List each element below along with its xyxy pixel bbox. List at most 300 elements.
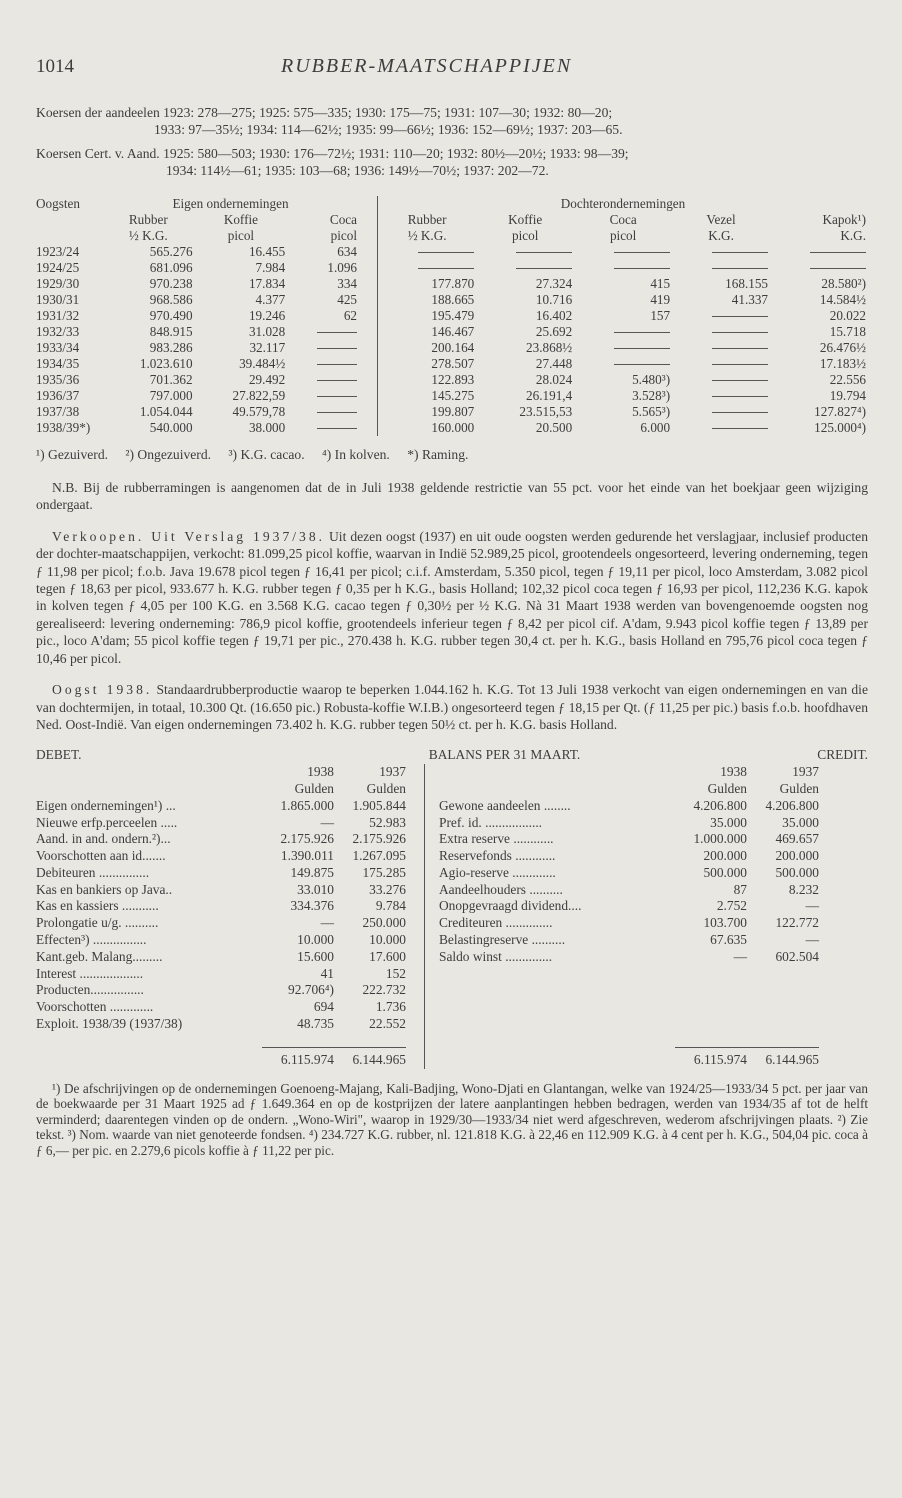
column-label: Rubber [407, 211, 447, 227]
value-cell: 19.246 [248, 307, 286, 323]
spacer [819, 999, 868, 1016]
debet-1938: 2.175.926 [280, 831, 334, 847]
debet-item: Kas en bankiers op Java.. [36, 881, 173, 897]
debet-1937: 222.732 [362, 982, 406, 998]
balance-row [36, 966, 868, 983]
production-row [36, 276, 868, 292]
credit-item: Saldo winst .............. [439, 948, 553, 964]
dash-rule [712, 412, 768, 413]
note: ³) K.G. cacao. [228, 446, 305, 462]
spacer [819, 865, 868, 882]
empty-dash [672, 308, 770, 324]
balance-years-row [36, 764, 868, 781]
year-cell: 1932/33 [36, 323, 80, 339]
year-cell: 1929/30 [36, 275, 80, 291]
total-value: 6.144.965 [334, 1047, 406, 1068]
balance-sheet [36, 747, 868, 1068]
balance-row [36, 982, 868, 999]
koersen-line: 1933: 97—35½; 1934: 114—62½; 1935: 99—66½; 1936: 152—69½; 1937: 203—65. [154, 122, 623, 138]
debet-1937: 22.552 [369, 1016, 406, 1032]
value-cell: 188.665 [431, 291, 475, 307]
note: *) Raming. [407, 446, 469, 462]
debet-1938: 15.600 [297, 948, 334, 964]
credit-1937 [747, 966, 819, 983]
value-cell: 145.275 [431, 387, 475, 403]
total-value: 6.115.974 [262, 1047, 334, 1068]
credit-item: Belastingreserve .......... [439, 932, 566, 948]
year-cell: 1930/31 [36, 291, 80, 307]
value-cell: 20.022 [829, 307, 866, 323]
production-row [36, 356, 868, 372]
unit-label: picol [609, 227, 637, 243]
value-cell: 10.716 [535, 291, 573, 307]
debet-item: Debiteuren ............... [36, 864, 150, 880]
value-cell: 25.692 [535, 323, 573, 339]
production-group-header [36, 196, 868, 212]
empty-dash [672, 388, 770, 404]
debet-1937: 1.905.844 [352, 797, 406, 813]
dash-rule [712, 348, 768, 349]
credit-1937 [747, 982, 819, 999]
production-table [36, 196, 868, 436]
balance-row [36, 815, 868, 832]
verkoopen-text: Uit dezen oogst (1937) en uit oude oogsten werden gedurende het verslagjaar, inclusief producten der dochter-maatschappijen, verkocht: 81.099,25 picol koffie, waarvan in Indië 52.989,25 picol, grootendeels ongesorteerd, levering onderneming, tegen ƒ 11,98 per picol; f.o.b. Java 19.678 picol tegen ƒ 16,41 per picol; c.i.f. Amsterdam, 5.350 picol, tegen ƒ 19,11 per picol, loco Amsterdam, 3.082 picol tegen ƒ 18,63 per picol, 933.677 h. K.G. rubber tegen ƒ 0,35 per h K.G., basis Holland; 102,32 picol coca tegen ƒ 16,93 per picol, 112,236 K.G. kapok in kolven tegen ƒ 4,05 per 100 K.G. en 3.568 K.G. cacao tegen ƒ 0,30½ per ½ K.G. Nà 31 Maart 1938 werden van bovengenoemde oogsten nog gerealiseerd: levering onderneming: 786,9 picol koffie, grootendeels inferieur tegen ƒ 8,42 per picol cif. A'dam, 9.943 picol koffie tegen ƒ 13,89 per pic., loco A'dam; 55 picol koffie tegen ƒ 19,71 per pic., 270.438 h. K.G. rubber tegen 30,4 ct. per h. K.G., basis Holland en 795,76 picol coca tegen ƒ 10,46 per picol. [36, 528, 868, 666]
credit-1937: 469.657 [775, 831, 819, 847]
value-cell: 701.362 [149, 371, 193, 387]
spacer [819, 982, 868, 999]
spacer [819, 898, 868, 915]
debet-item: Voorschotten aan id....... [36, 848, 166, 864]
production-unit-header [36, 228, 868, 244]
year-label: 1937 [379, 764, 406, 780]
value-cell: 17.834 [248, 275, 286, 291]
dash-rule [712, 364, 768, 365]
unit-label: picol [512, 227, 539, 243]
column-label: Vezel [706, 211, 736, 227]
value-cell: 32.117 [249, 339, 286, 355]
column-label: Kapok¹) [822, 211, 866, 227]
debet-item: Eigen ondernemingen¹) ... [36, 797, 176, 813]
empty-dash [672, 356, 770, 372]
credit-1937: 200.000 [775, 848, 819, 864]
credit-1938 [675, 966, 747, 983]
credit-1938 [675, 1016, 747, 1033]
column-divider [406, 798, 425, 815]
debet-1938: — [320, 915, 334, 931]
production-row [36, 388, 868, 404]
empty-dash [287, 388, 359, 404]
debet-item: Effecten³) ................ [36, 932, 147, 948]
footnote: ¹) De afschrijvingen op de ondernemingen Goenoeng-Majang, Kali-Badjing, Wono-Djati en Glantangan, welke van 1924/25—1933/34 5 pct. per jaar van de boekwaarde per 31 Maart 1925 ad ƒ 1.649.364 en op de kostprijzen der latere aanplantingen hebben bedragen, werden van 1934/35 af tot de helft verminderd; daarentegen vinden op de ondern. „Wono-Wiri", waarop in 1929/30—1933/34 niet werd afgeschreven, wederom afschrijvingen plaats. ²) Zie tekst. ³) Nom. waarde van niet genoteerde fondsen. ⁴) 234.727 K.G. rubber, nl. 121.818 K.G. à 22,46 en 112.909 K.G. à 4 cent per h. K.G., 504,04 pic. coca à ƒ 6,— per pic. en 2.279,6 picols koffie à ƒ 11,22 per pic. [36, 1080, 868, 1159]
column-divider [359, 196, 378, 212]
dash-rule [810, 252, 866, 253]
debet-1937: 175.285 [362, 864, 406, 880]
balance-unit-row [36, 781, 868, 798]
production-row [36, 404, 868, 420]
debet-item: Interest ................... [36, 965, 144, 981]
value-cell: 177.870 [431, 275, 475, 291]
koersen-aandeelen [36, 104, 868, 139]
empty-dash [672, 324, 770, 340]
value-cell: 634 [337, 243, 358, 259]
balance-title-row [36, 747, 868, 764]
verkoopen-heading: Verkoopen. Uit Verslag 1937/38. [52, 528, 326, 544]
debet-1938: 48.735 [297, 1016, 334, 1032]
value-cell: 125.000⁴) [814, 419, 866, 435]
dash-rule [614, 364, 670, 365]
value-cell: 19.794 [829, 387, 866, 403]
production-row [36, 372, 868, 388]
dash-rule [712, 396, 768, 397]
debet-1938: 10.000 [297, 932, 334, 948]
koersen-line: 1934: 114½—61; 1935: 103—68; 1936: 149½—70½; 1937: 202—72. [166, 163, 549, 179]
value-cell: 540.000 [149, 419, 193, 435]
production-row [36, 260, 868, 276]
credit-1937: — [805, 898, 819, 914]
empty-dash [378, 244, 477, 260]
value-cell: 4.377 [255, 291, 286, 307]
dash-rule [516, 268, 572, 269]
total-value: 6.115.974 [675, 1047, 747, 1068]
debet-item: Voorschotten ............. [36, 999, 154, 1015]
credit-item [425, 966, 676, 983]
dash-rule [317, 380, 357, 381]
spacer [819, 915, 868, 932]
debet-1937: 33.276 [369, 881, 406, 897]
credit-1938: 67.635 [710, 932, 747, 948]
credit-item: Gewone aandeelen ........ [439, 797, 571, 813]
dash-rule [418, 268, 474, 269]
column-divider [406, 865, 425, 882]
debet-item: Kas en kassiers ........... [36, 898, 159, 914]
value-cell: 5.565³) [632, 403, 671, 419]
unit-label: Gulden [779, 780, 819, 796]
credit-1937: 500.000 [775, 864, 819, 880]
production-notes [36, 446, 868, 463]
unit-label: picol [330, 227, 358, 243]
dash-rule [712, 380, 768, 381]
value-cell: 6.000 [640, 419, 671, 435]
credit-item [425, 982, 676, 999]
debet-1937: 1.736 [375, 999, 406, 1015]
debet-1937: 9.784 [375, 898, 406, 914]
credit-1938: 87 [733, 881, 747, 897]
note: ¹) Gezuiverd. [36, 446, 109, 462]
value-cell: 38.000 [248, 419, 286, 435]
credit-1937: 35.000 [782, 814, 819, 830]
year-header: Oogsten [36, 195, 80, 211]
value-cell: 15.718 [829, 323, 866, 339]
debet-item: Exploit. 1938/39 (1937/38) [36, 1016, 183, 1032]
page-number: 1014 [36, 56, 74, 77]
value-cell: 1.054.044 [139, 403, 193, 419]
unit-label: K.G. [840, 227, 866, 243]
balance-title: BALANS PER 31 MAART. [428, 747, 581, 763]
dash-rule [317, 396, 357, 397]
value-cell: 23.868½ [526, 339, 573, 355]
credit-1938: 200.000 [703, 848, 747, 864]
value-cell: 968.586 [149, 291, 193, 307]
balance-row [36, 999, 868, 1016]
debet-item: Kant.geb. Malang......... [36, 948, 163, 964]
year-cell: 1934/35 [36, 355, 80, 371]
dash-rule [712, 316, 768, 317]
debet-1938: 694 [313, 999, 334, 1015]
credit-1937 [747, 999, 819, 1016]
credit-item: Onopgevraagd dividend.... [439, 898, 582, 914]
production-rows [36, 244, 868, 436]
debet-1937: 250.000 [362, 915, 406, 931]
dash-rule [317, 332, 357, 333]
column-divider [406, 815, 425, 832]
value-cell: 49.579,78 [232, 403, 286, 419]
dash-rule [712, 268, 768, 269]
value-cell: 425 [337, 291, 358, 307]
credit-item: Crediteuren .............. [439, 915, 553, 931]
value-cell: 28.024 [535, 371, 573, 387]
empty-dash [287, 340, 359, 356]
balance-row [36, 831, 868, 848]
credit-item: Extra reserve ............ [439, 831, 554, 847]
column-divider [406, 915, 425, 932]
credit-1937: 8.232 [788, 881, 819, 897]
empty-dash [770, 260, 868, 276]
debet-1937: 152 [385, 965, 406, 981]
debet-1938: 33.010 [297, 881, 334, 897]
credit-1938: 1.000.000 [693, 831, 747, 847]
value-cell: 22.556 [829, 371, 866, 387]
value-cell: 26.191,4 [526, 387, 573, 403]
year-cell: 1931/32 [36, 307, 80, 323]
production-row [36, 244, 868, 260]
empty-dash [672, 372, 770, 388]
column-label: Koffie [508, 211, 543, 227]
unit-label: Gulden [294, 780, 334, 796]
spacer [819, 848, 868, 865]
spacer [819, 1016, 868, 1033]
column-divider [406, 932, 425, 949]
spacer [819, 815, 868, 832]
note: ⁴) In kolven. [322, 446, 390, 462]
value-cell: 17.183½ [819, 355, 866, 371]
debet-1937: 1.267.095 [352, 848, 406, 864]
credit-1937: 4.206.800 [765, 797, 819, 813]
column-divider [406, 848, 425, 865]
column-divider [406, 831, 425, 848]
debet-item: Prolongatie u/g. .......... [36, 915, 159, 931]
dash-rule [317, 348, 357, 349]
credit-item: Pref. id. ................. [439, 814, 543, 830]
production-row [36, 420, 868, 436]
spacer [819, 949, 868, 966]
credit-1937 [747, 1016, 819, 1033]
debet-1938: — [320, 814, 334, 830]
year-label: 1937 [792, 764, 819, 780]
balance-rows [36, 798, 868, 1033]
debet-1938: 149.875 [290, 864, 334, 880]
empty-dash [574, 244, 672, 260]
spacer [819, 966, 868, 983]
credit-1938: 4.206.800 [693, 797, 747, 813]
nb-paragraph: N.B. Bij de rubberramingen is aangenomen dat de in Juli 1938 geldende restrictie van 55 pct. voor het einde van het boekjaar geen wijziging ondergaat. [36, 480, 868, 513]
production-row [36, 292, 868, 308]
value-cell: 31.028 [248, 323, 286, 339]
page-title: RUBBER-MAATSCHAPPIJEN [281, 55, 573, 77]
production-row [36, 324, 868, 340]
koersen-line: Koersen der aandeelen 1923: 278—275; 1925: 575—335; 1930: 175—75; 1931: 107—30; 1932: 80—20; [36, 105, 613, 120]
balance-row [36, 949, 868, 966]
unit-label: ½ K.G. [407, 227, 447, 243]
value-cell: 970.238 [149, 275, 193, 291]
column-divider [406, 949, 425, 966]
oogst-heading: Oogst 1938. [52, 682, 153, 698]
debet-item: Aand. in and. ondern.²)... [36, 831, 171, 847]
value-cell: 23.515,53 [519, 403, 573, 419]
empty-dash [672, 260, 770, 276]
credit-1938: 103.700 [703, 915, 747, 931]
dash-rule [614, 268, 670, 269]
year-cell: 1923/24 [36, 243, 80, 259]
oogst-text: Standaardrubberproductie waarop te beperken 1.044.162 h. K.G. Tot 13 Juli 1938 verkocht van eigen ondernemingen en van die van dochtermijen, in totaal, 10.300 Qt. (16.650 pic.) Robusta-koffie W.I.B.) ongesorteerd tegen ƒ 18,15 per Qt. (ƒ 11,25 per pic.) basis f.o.b. hoofdhaven Ned. Oost-Indië. Van eigen ondernemingen 73.402 h. K.G. rubber tegen 50½ ct. per h. K.G. basis Holland. [36, 682, 868, 732]
year-cell: 1936/37 [36, 387, 80, 403]
year-label: 1938 [307, 764, 334, 780]
empty-dash [672, 404, 770, 420]
column-divider [406, 982, 425, 999]
dash-rule [810, 268, 866, 269]
value-cell: 28.580²) [821, 275, 866, 291]
balance-row [36, 882, 868, 899]
empty-dash [287, 420, 359, 436]
year-cell: 1938/39*) [36, 419, 91, 435]
balance-row [36, 932, 868, 949]
empty-dash [287, 404, 359, 420]
production-row [36, 340, 868, 356]
empty-dash [574, 260, 672, 276]
spacer [819, 932, 868, 949]
value-cell: 970.490 [149, 307, 193, 323]
value-cell: 200.164 [431, 339, 475, 355]
debet-1937: 10.000 [369, 932, 406, 948]
value-cell: 157 [650, 307, 671, 323]
value-cell: 1.023.610 [139, 355, 193, 371]
balance-row [36, 898, 868, 915]
empty-dash [378, 260, 477, 276]
column-divider [406, 1016, 425, 1033]
value-cell: 565.276 [149, 243, 193, 259]
debet-1938: 1.390.011 [280, 848, 334, 864]
value-cell: 3.528³) [632, 387, 671, 403]
unit-label: Gulden [366, 780, 406, 796]
value-cell: 41.337 [731, 291, 769, 307]
value-cell: 5.480³) [632, 371, 671, 387]
year-label: 1938 [720, 764, 747, 780]
credit-item [425, 1016, 676, 1033]
production-row [36, 308, 868, 324]
debet-1938: 334.376 [290, 898, 334, 914]
empty-dash [574, 356, 672, 372]
debet-1937: 2.175.926 [352, 831, 406, 847]
credit-1938 [675, 999, 747, 1016]
dash-rule [614, 252, 670, 253]
credit-1938: 2.752 [716, 898, 747, 914]
note: ²) Ongezuiverd. [125, 446, 212, 462]
total-value: 6.144.965 [747, 1047, 819, 1068]
value-cell: 278.507 [431, 355, 475, 371]
value-cell: 122.893 [431, 371, 475, 387]
value-cell: 848.915 [149, 323, 193, 339]
credit-label: CREDIT. [817, 747, 868, 763]
oogst-paragraph [36, 681, 868, 733]
value-cell: 29.492 [248, 371, 286, 387]
value-cell: 27.822,59 [232, 387, 286, 403]
balance-row [36, 848, 868, 865]
credit-item [425, 999, 676, 1016]
credit-item: Reservefonds ............ [439, 848, 556, 864]
debet-item: Nieuwe erfp.perceelen ..... [36, 814, 178, 830]
dash-rule [418, 252, 474, 253]
verkoopen-paragraph [36, 528, 868, 667]
debet-1938: 41 [320, 965, 334, 981]
value-cell: 26.476½ [819, 339, 866, 355]
value-cell: 681.096 [149, 259, 193, 275]
value-cell: 195.479 [431, 307, 475, 323]
value-cell: 160.000 [431, 419, 475, 435]
koersen-line: Koersen Cert. v. Aand. 1925: 580—503; 1930: 176—72½; 1931: 110—20; 1932: 80½—20½; 1933: 98—39; [36, 145, 629, 161]
dash-rule [712, 252, 768, 253]
value-cell: 27.324 [535, 275, 573, 291]
column-divider [406, 764, 425, 781]
empty-dash [287, 324, 359, 340]
value-cell: 14.584½ [819, 291, 866, 307]
balance-row [36, 915, 868, 932]
dash-rule [712, 332, 768, 333]
value-cell: 146.467 [431, 323, 475, 339]
balance-row [36, 865, 868, 882]
value-cell: 16.455 [248, 243, 286, 259]
dash-rule [614, 348, 670, 349]
credit-1938: — [733, 948, 747, 964]
dash-rule [614, 332, 670, 333]
debet-1937: 52.983 [369, 814, 406, 830]
value-cell: 415 [650, 275, 671, 291]
balance-totals-row [36, 1047, 868, 1068]
dash-rule [712, 428, 768, 429]
dash-rule [516, 252, 572, 253]
value-cell: 16.402 [535, 307, 573, 323]
credit-1938: 35.000 [710, 814, 747, 830]
unit-label: Gulden [707, 780, 747, 796]
empty-dash [672, 244, 770, 260]
credit-1937: 602.504 [775, 948, 819, 964]
spacer [819, 831, 868, 848]
column-label: Coca [609, 211, 637, 227]
value-cell: 39.484½ [239, 355, 286, 371]
value-cell: 1.096 [327, 259, 358, 275]
balance-row [36, 1016, 868, 1033]
credit-item: Agio-reserve ............. [439, 864, 556, 880]
debet-item: Producten................ [36, 982, 144, 998]
debet-1938: 1.865.000 [280, 797, 334, 813]
empty-dash [476, 260, 574, 276]
empty-dash [672, 420, 770, 436]
value-cell: 62 [343, 307, 358, 323]
credit-1938: 500.000 [703, 864, 747, 880]
debet-1937: 17.600 [369, 948, 406, 964]
credit-1937: 122.772 [775, 915, 819, 931]
column-divider [406, 898, 425, 915]
value-cell: 797.000 [149, 387, 193, 403]
production-column-header [36, 212, 868, 228]
